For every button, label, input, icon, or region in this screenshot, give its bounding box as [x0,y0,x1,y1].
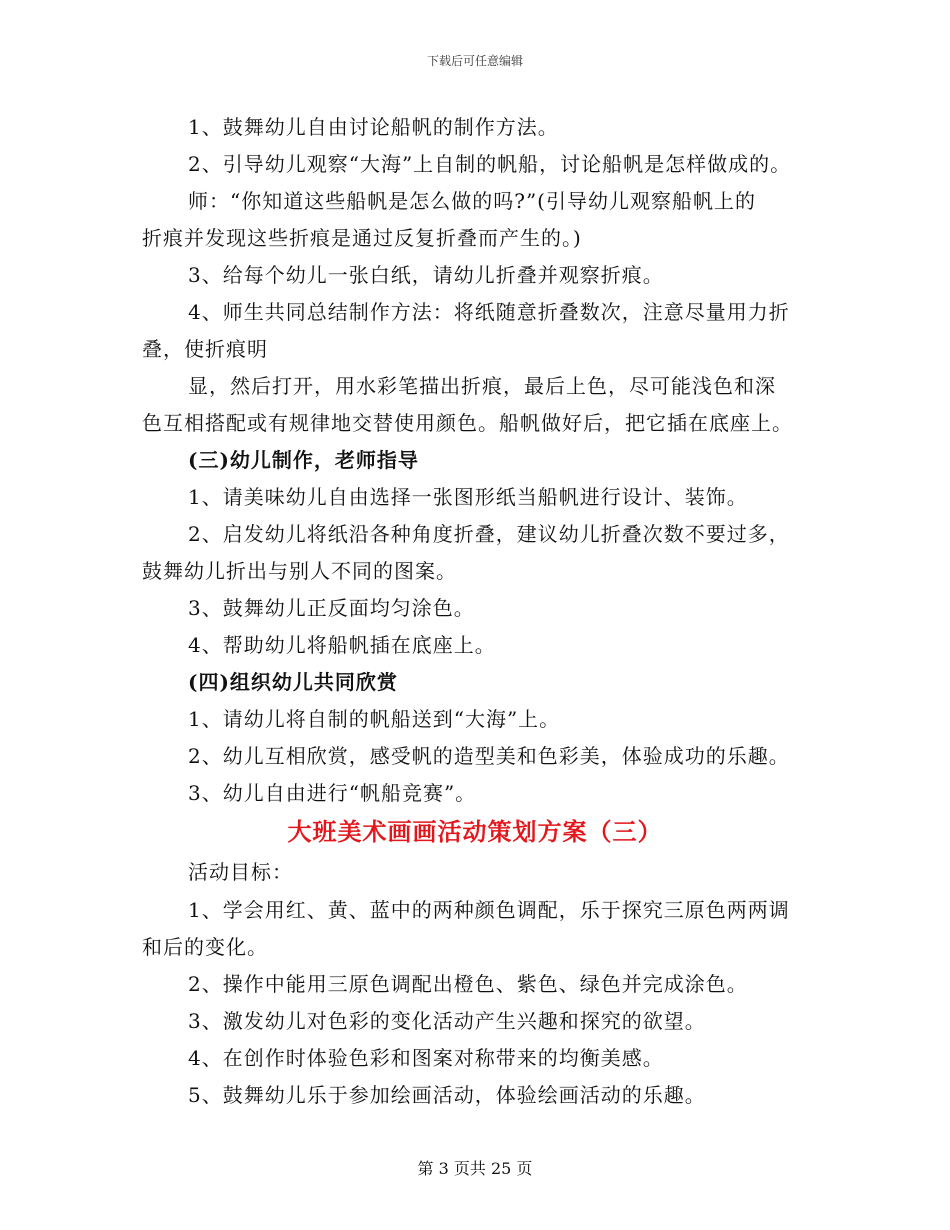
paragraph-line: 和后的变化。 [142,935,268,959]
paragraph-line: 2、启发幼儿将纸沿各种角度折叠，建议幼儿折叠次数不要过多， [188,522,790,546]
paragraph-line: 1、鼓舞幼儿自由讨论船帆的制作方法。 [188,115,559,139]
page-footer: 第 3 页共 25 页 [417,1159,533,1178]
paragraph-line: 折痕并发现这些折痕是通过反复折叠而产生的。) [142,226,582,250]
section-heading: (四)组织幼儿共同欣赏 [188,670,398,694]
paragraph-line: 显，然后打开，用水彩笔描出折痕，最后上色，尽可能浅色和深 [188,374,776,398]
paragraph-line: 3、给每个幼儿一张白纸，请幼儿折叠并观察折痕。 [188,263,664,287]
page-header: 下载后可任意编辑 [426,54,523,68]
paragraph-line: 5、鼓舞幼儿乐于参加绘画活动，体验绘画活动的乐趣。 [188,1083,706,1107]
paragraph-line: 2、操作中能用三原色调配出橙色、紫色、绿色并完成涂色。 [188,972,748,996]
section-title: 大班美术画画活动策划方案（三） [287,817,663,846]
paragraph-line: 叠，使折痕明 [142,337,268,361]
paragraph-line: 2、幼儿互相欣赏，感受帆的造型美和色彩美，体验成功的乐趣。 [188,744,790,768]
paragraph-line: 3、激发幼儿对色彩的变化活动产生兴趣和探究的欲望。 [188,1009,706,1033]
paragraph-line: 1、请幼儿将自制的帆船送到“大海”上。 [188,707,561,731]
paragraph-line: 色互相搭配或有规律地交替使用颜色。船帆做好后，把它插在底座上。 [142,411,793,435]
paragraph-line: 师：“你知道这些船帆是怎么做的吗?”(引导幼儿观察船帆上的 [188,189,756,213]
paragraph-line: 3、幼儿自由进行“帆船竞赛”。 [188,781,477,805]
section-heading: (三)幼儿制作，老师指导 [188,448,419,472]
paragraph-line: 2、引导幼儿观察“大海”上自制的帆船，讨论船帆是怎样做成的。 [188,152,792,176]
paragraph-line: 3、鼓舞幼儿正反面均匀涂色。 [188,596,475,620]
paragraph-line: 1、请美味幼儿自由选择一张图形纸当船帆进行设计、装饰。 [188,485,748,509]
paragraph-line: 1、学会用红、黄、蓝中的两种颜色调配，乐于探究三原色两两调 [188,898,790,922]
paragraph-line: 4、师生共同总结制作方法：将纸随意折叠数次，注意尽量用力折 [188,300,790,324]
paragraph-line: 活动目标： [188,860,293,884]
paragraph-line: 鼓舞幼儿折出与别人不同的图案。 [142,559,457,583]
paragraph-line: 4、帮助幼儿将船帆插在底座上。 [188,633,496,657]
paragraph-line: 4、在创作时体验色彩和图案对称带来的均衡美感。 [188,1046,664,1070]
